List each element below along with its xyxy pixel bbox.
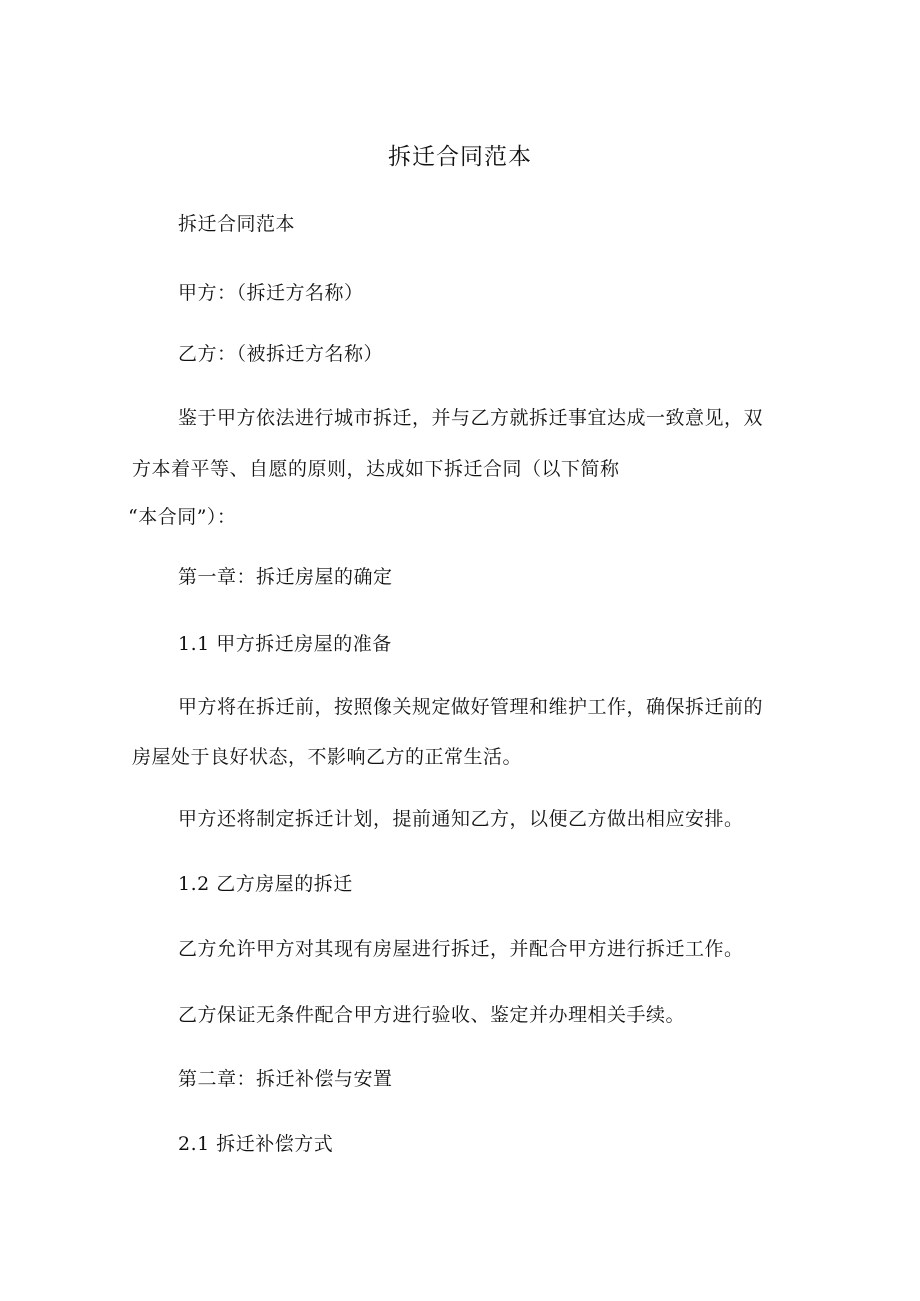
- preamble-line-2: 方本着平等、自愿的原则，达成如下拆迁合同（以下简称: [132, 458, 620, 480]
- paragraph-line: 甲方还将制定拆迁计划，提前通知乙方，以便乙方做出相应安排。: [178, 808, 744, 830]
- subtitle: 拆迁合同范本: [178, 213, 296, 235]
- chapter-2-heading: 第二章：拆迁补偿与安置: [178, 1068, 393, 1090]
- preamble-line-1: 鉴于甲方依法进行城市拆迁，并与乙方就拆迁事宜达成一致意见，双: [178, 407, 764, 429]
- section-1-2-heading: 1.2 乙方房屋的拆迁: [178, 873, 353, 895]
- paragraph-line: 乙方允许甲方对其现有房屋进行拆迁，并配合甲方进行拆迁工作。: [178, 938, 744, 960]
- party-a-line: 甲方：（拆迁方名称）: [178, 282, 364, 304]
- paragraph-line: 乙方保证无条件配合甲方进行验收、鉴定并办理相关手续。: [178, 1004, 686, 1026]
- party-b-line: 乙方：（被拆迁方名称）: [178, 343, 384, 365]
- document-title: 拆迁合同范本: [388, 144, 532, 170]
- section-1-1-heading: 1.1 甲方拆迁房屋的准备: [178, 633, 392, 655]
- paragraph-line: 甲方将在拆迁前，按照像关规定做好管理和维护工作，确保拆迁前的: [178, 696, 764, 718]
- paragraph-line: 房屋处于良好状态，不影响乙方的正常生活。: [132, 746, 523, 768]
- preamble-line-3: “本合同”）：: [128, 506, 237, 528]
- section-2-1-heading: 2.1 拆迁补偿方式: [178, 1133, 334, 1155]
- chapter-1-heading: 第一章：拆迁房屋的确定: [178, 566, 393, 588]
